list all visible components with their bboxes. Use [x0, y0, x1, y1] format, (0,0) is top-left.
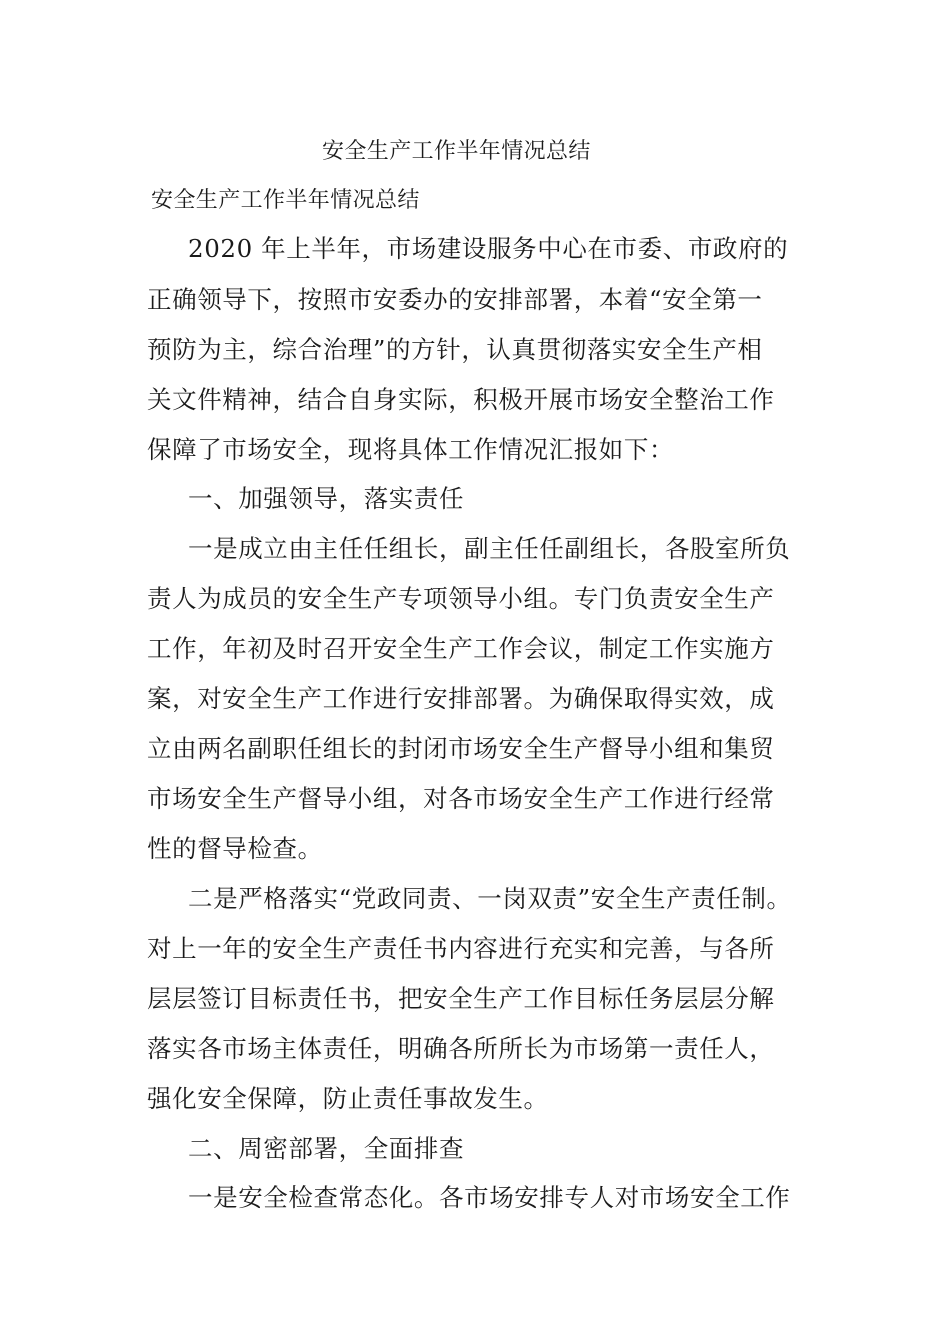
paragraph-line: 性的督导检查。 — [147, 834, 323, 863]
document-subtitle: 安全生产工作半年情况总结 — [151, 188, 420, 213]
paragraph-line: 保障了市场安全，现将具体工作情况汇报如下： — [147, 435, 675, 464]
paragraph-line: 强化安全保障，防止责任事故发生。 — [147, 1084, 549, 1113]
paragraph-line: 市场安全生产督导小组，对各市场安全生产工作进行经常 — [147, 784, 775, 813]
paragraph-line: 2020 年上半年，市场建设服务中心在市委、市政府的 — [188, 234, 789, 263]
paragraph-line: 一是成立由主任任组长，副主任任副组长，各股室所负 — [188, 534, 791, 563]
paragraph-line: 关文件精神，结合自身实际，积极开展市场安全整治工作 — [147, 385, 775, 414]
paragraph-line: 一是安全检查常态化。各市场安排专人对市场安全工作 — [188, 1183, 791, 1212]
paragraph-line: 立由两名副职任组长的封闭市场安全生产督导小组和集贸 — [147, 734, 775, 763]
paragraph-line: 案，对安全生产工作进行安排部署。为确保取得实效，成 — [147, 684, 775, 713]
paragraph-line: 二是严格落实“党政同责、一岗双责”安全生产责任制。 — [188, 884, 792, 913]
paragraph-line: 对上一年的安全生产责任书内容进行充实和完善，与各所 — [147, 934, 775, 963]
document-title: 安全生产工作半年情况总结 — [322, 139, 591, 164]
paragraph-line: 工作，年初及时召开安全生产工作会议，制定工作实施方 — [147, 634, 775, 663]
paragraph-line: 落实各市场主体责任，明确各所所长为市场第一责任人， — [147, 1034, 775, 1063]
paragraph-line: 层层签订目标责任书，把安全生产工作目标任务层层分解 — [147, 984, 775, 1013]
paragraph-line: 责人为成员的安全生产专项领导小组。专门负责安全生产 — [147, 584, 775, 613]
paragraph-line: 预防为主，综合治理”的方针，认真贯彻落实安全生产相 — [147, 335, 763, 364]
paragraph-line: 正确领导下，按照市安委办的安排部署，本着“安全第一 — [147, 285, 763, 314]
section-heading: 一、加强领导，落实责任 — [188, 484, 465, 513]
section-heading: 二、周密部署，全面排查 — [188, 1134, 465, 1163]
